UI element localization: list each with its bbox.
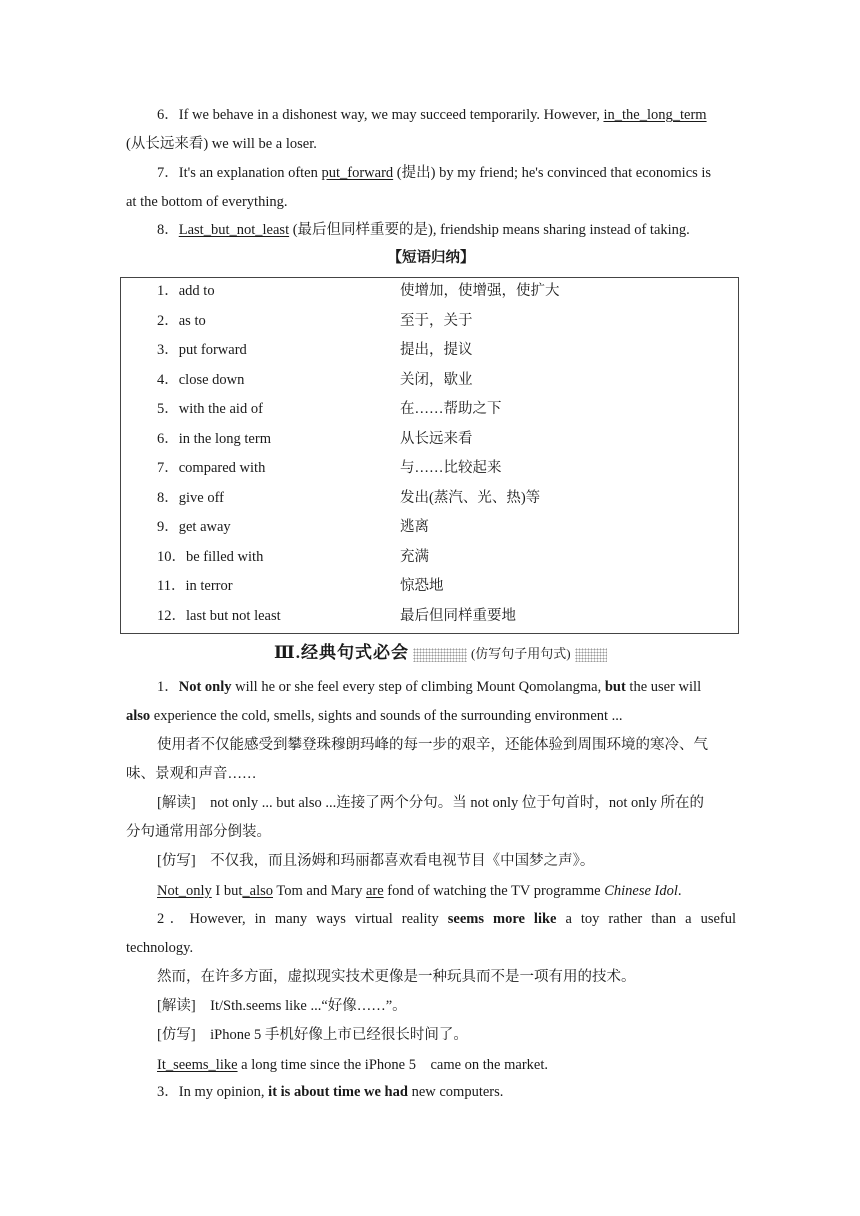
answer-in-the-long-term: in_the_long_term [603,107,707,123]
phrase-row [121,606,738,626]
item-8-line: 8．Last_but_not_least (最后但同样重要的是), friendship means sharing instead of taking. [157,222,690,238]
sentence-1-imitation-answer: Not_only I but_also Tom and Mary are fond of watching the TV programme Chinese Idol. [157,883,682,899]
phrase-chinese: 在……帮助之下 [400,401,502,417]
sentence-2-explanation: [解读] It/Sth.seems like ...“好像……”。 [157,998,407,1014]
phrase-chinese: 最后但同样重要地 [400,607,516,624]
sentence-2-imitation-answer: It_seems_like a long time since the iPhone 5 came on the market. [157,1057,549,1073]
phrase-chinese: 充满 [400,548,429,565]
phrase-row [121,311,738,331]
phrase-english: 4．close down [157,371,245,388]
sentence-3-line: 3．In my opinion, it is about time we had new computers. [157,1084,504,1100]
item-6-line-2: (从长远来看) we will be a loser. [126,136,317,152]
phrase-english: 9．get away [157,519,231,535]
phrase-row [121,488,738,508]
section-3-heading [274,641,615,665]
answer-put-forward: put_forward [321,165,394,181]
dotted-decoration-end [575,648,607,662]
phrase-chinese: 至于，关于 [400,312,473,329]
sentence-1-explanation-2: 分句通常用部分倒装。 [126,824,271,840]
phrase-chinese: 惊恐地 [400,578,444,594]
item-6-line-1: 6．If we behave in a dishonest way, we may succeed temporarily. However, in_the_long_term [157,107,707,123]
phrase-row [121,576,738,596]
sentence-2-translation: 然而，在许多方面，虚拟现实技术更像是一种玩具而不是一项有用的技术。 [157,969,636,985]
phrase-english: 12．last but not least [157,607,281,624]
section-3-note: (仿写句子用句式) [470,646,571,661]
phrase-summary-title: 【短语归纳】 [387,250,475,266]
phrase-english: 11．in terror [157,578,233,594]
phrase-row [121,340,738,360]
phrase-english: 10．be filled with [157,548,264,565]
phrase-row [121,458,738,478]
answer-last-but-not-least: Last_but_not_least [178,222,290,238]
phrase-table [120,277,739,634]
phrase-row [121,517,738,537]
sentence-2-line-1: 2．However, in many ways virtual reality seems more like a toy rather than a useful [157,911,737,927]
phrase-chinese: 与……比较起来 [400,460,502,476]
phrase-english: 5．with the aid of [157,401,263,417]
sentence-1-line-2: also experience the cold, smells, sights and sounds of the surrounding environment ... [126,708,623,724]
phrase-row [121,281,738,301]
item-7-line-1: 7．It's an explanation often put_forward (提出) by my friend; he's convinced that economics is [157,165,712,181]
phrase-chinese: 逃离 [400,519,429,535]
sentence-1-line-1: 1．Not only will he or she feel every step of climbing Mount Qomolangma, but the user will [157,679,702,695]
sentence-2-imitation-prompt: [仿写] iPhone 5 手机好像上市已经很长时间了。 [157,1027,468,1043]
sentence-2-line-2: technology. [126,940,194,956]
sentence-1-translation-2: 味、景观和声音…… [126,766,257,782]
phrase-english: 8．give off [157,489,224,506]
phrase-english: 1．add to [157,283,215,299]
phrase-row [121,429,738,449]
sentence-1-translation-1: 使用者不仅能感受到攀登珠穆朗玛峰的每一步的艰辛，还能体验到周围环境的寒冷、气 [157,737,708,753]
phrase-chinese: 关闭，歇业 [400,371,473,388]
phrase-english: 7．compared with [157,460,266,476]
phrase-chinese: 发出(蒸汽、光、热)等 [400,489,541,506]
sentence-1-explanation-1: [解读] not only ... but also ...连接了两个分句。当 not only 位于句首时，not only 所在的 [157,795,704,811]
item-7-line-2: at the bottom of everything. [126,194,288,210]
dotted-decoration [413,648,467,662]
phrase-row [121,370,738,390]
phrase-row [121,547,738,567]
sentence-1-imitation-prompt: [仿写] 不仅我，而且汤姆和玛丽都喜欢看电视节目《中国梦之声》。 [157,853,595,869]
section-3-title: Ⅲ.经典句式必会 [274,643,409,662]
phrase-row [121,399,738,419]
phrase-chinese: 从长远来看 [400,430,473,447]
phrase-english: 6．in the long term [157,430,271,447]
phrase-english: 3．put forward [157,342,247,358]
phrase-chinese: 使增加，使增强，使扩大 [400,283,560,299]
phrase-english: 2．as to [157,312,206,329]
phrase-chinese: 提出，提议 [400,342,473,358]
